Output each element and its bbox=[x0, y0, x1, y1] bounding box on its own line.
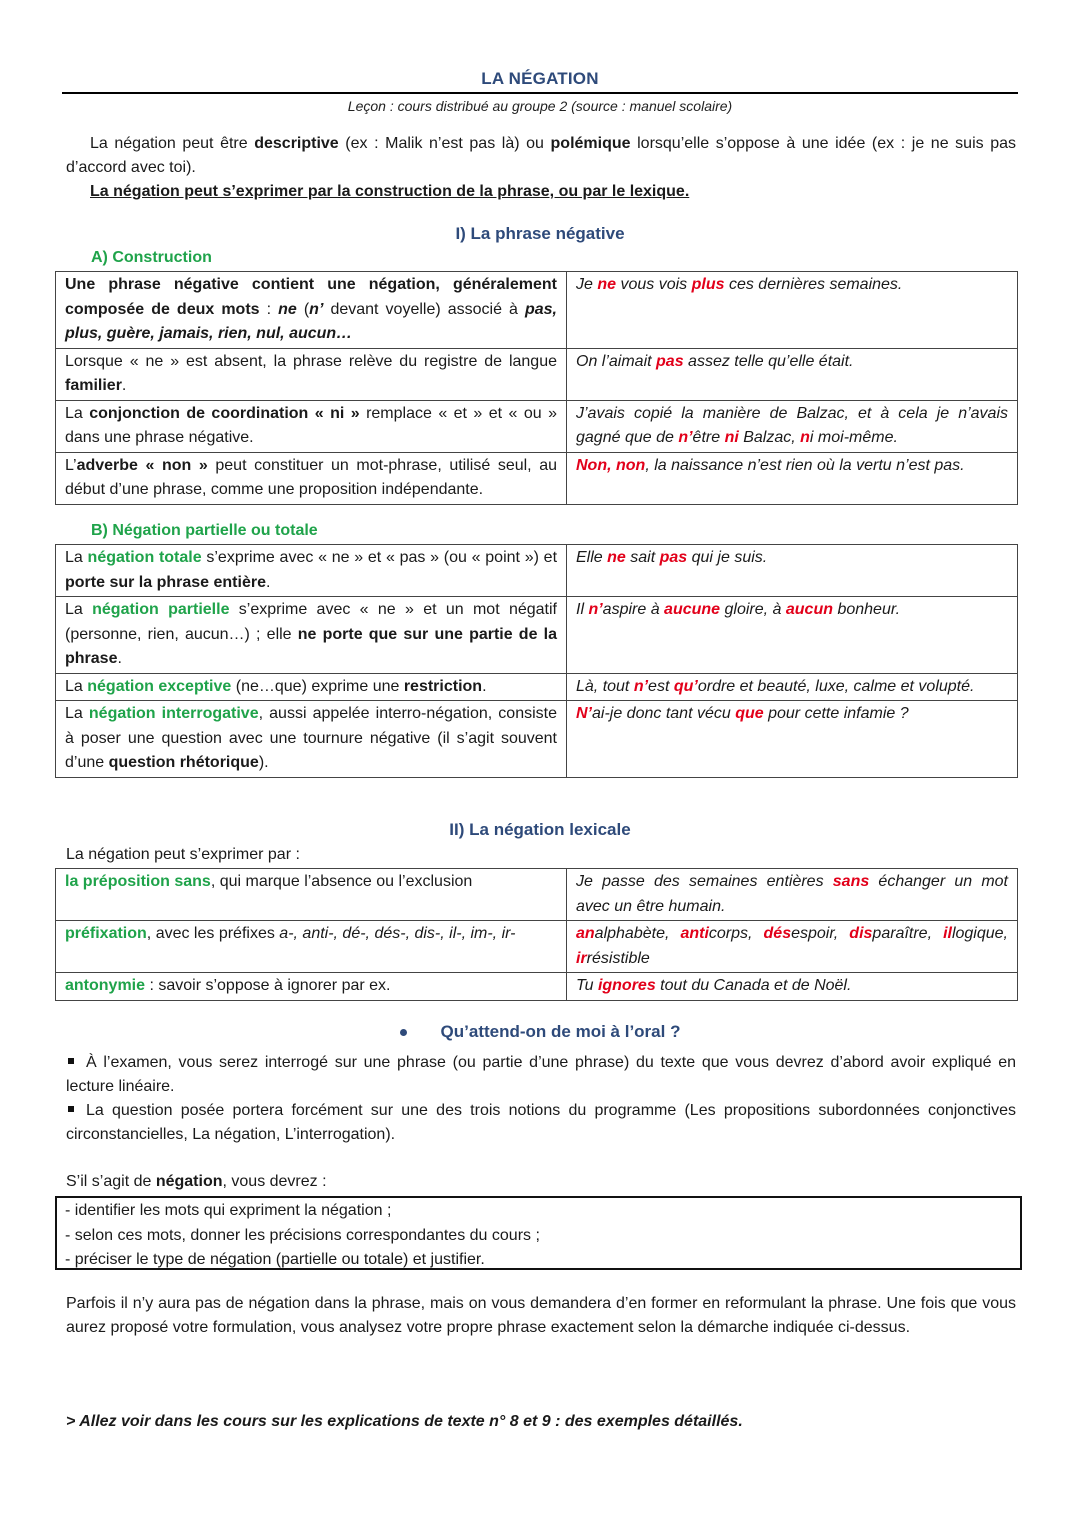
table-row bbox=[56, 869, 1018, 921]
lexical-table bbox=[55, 868, 1018, 1001]
subsection-a-title: A) Construction bbox=[91, 249, 212, 266]
intro-key-statement: La négation peut s’exprimer par la construction de la phrase, ou par le lexique. bbox=[90, 183, 690, 200]
example-cell: Il n’aspire à aucune gloire, à aucun bonheur. bbox=[567, 597, 1018, 674]
step-item: - préciser le type de négation (partielle ou totale) et justifier. bbox=[65, 1251, 485, 1268]
rule-cell: La conjonction de coordination « ni » remplace « et » et « ou » dans une phrase négative. bbox=[56, 400, 567, 452]
square-bullet-icon bbox=[68, 1106, 74, 1112]
rule-cell: L’adverbe « non » peut constituer un mot-phrase, utilisé seul, au début d’une phrase, comme une proposition indépendante. bbox=[56, 452, 567, 504]
example-cell: analphabète, anticorps, désespoir, disparaître, illogique, irrésistible bbox=[567, 921, 1018, 973]
square-bullet-icon bbox=[68, 1058, 74, 1064]
rule-cell: la préposition sans, qui marque l’absence ou l’exclusion bbox=[56, 869, 567, 921]
table-row bbox=[56, 597, 1018, 674]
page-title: LA NÉGATION bbox=[481, 69, 599, 88]
example-cell: Elle ne sait pas qui je suis. bbox=[567, 545, 1018, 597]
text: La négation peut être bbox=[90, 135, 255, 152]
intro-paragraph bbox=[66, 132, 1016, 180]
example-cell: On l’aimait pas assez telle qu’elle était. bbox=[567, 348, 1018, 400]
rule-cell: Lorsque « ne » est absent, la phrase relève du registre de langue familier. bbox=[56, 348, 567, 400]
example-cell: Je passe des semaines entières sans échanger un mot avec un être humain. bbox=[567, 869, 1018, 921]
table-row bbox=[56, 673, 1018, 701]
example-cell: N’ai-je donc tant vécu que pour cette infamie ? bbox=[567, 701, 1018, 778]
example-cell: Je ne vous vois plus ces dernières semaines. bbox=[567, 272, 1018, 349]
final-note: > Allez voir dans les cours sur les explications de texte n° 8 et 9 : des exemples détaillés. bbox=[66, 1413, 743, 1430]
section-2-title: II) La négation lexicale bbox=[449, 820, 631, 839]
table-row bbox=[56, 452, 1018, 504]
oral-lead: S’il s’agit de négation, vous devrez : bbox=[66, 1173, 327, 1190]
subsection-b-title: B) Négation partielle ou totale bbox=[91, 522, 318, 539]
step-item: - identifier les mots qui expriment la négation ; bbox=[65, 1202, 392, 1219]
page-subtitle: Leçon : cours distribué au groupe 2 (source : manuel scolaire) bbox=[347, 98, 733, 114]
steps-box bbox=[55, 1196, 1022, 1270]
bullet-dot-icon bbox=[400, 1029, 407, 1036]
title-divider bbox=[62, 92, 1018, 94]
reformulation-paragraph: Parfois il n’y aura pas de négation dans la phrase, mais on vous demandera d’en former en reformulant la phrase. Une fois que vous aurez proposé votre formulation, vous analysez votre propre phrase exactement selon la démarche indiquée ci-dessus. bbox=[66, 1295, 1016, 1336]
rule-cell: antonymie : savoir s’oppose à ignorer par ex. bbox=[56, 973, 567, 1001]
rule-cell: Une phrase négative contient une négation, généralement composée de deux mots : ne (n’ devant voyelle) associé à pas, plus, guère, jamais, rien, nul, aucun… bbox=[56, 272, 567, 349]
example-cell: J’avais copié la manière de Balzac, et à cela je n’avais gagné que de n’être ni Balzac, ni moi-même. bbox=[567, 400, 1018, 452]
table-row bbox=[56, 400, 1018, 452]
bullet-item: La question posée portera forcément sur une des trois notions du programme (Les propositions subordonnées conjonctives circonstancielles, La négation, L’interrogation). bbox=[66, 1102, 1016, 1143]
example-cell: Non, non, la naissance n’est rien où la vertu n’est pas. bbox=[567, 452, 1018, 504]
oral-bullets bbox=[66, 1051, 1016, 1147]
section-2-lead: La négation peut s’exprimer par : bbox=[66, 846, 300, 863]
intro-text bbox=[66, 132, 1016, 204]
table-row bbox=[56, 701, 1018, 778]
example-cell: Tu ignores tout du Canada et de Noël. bbox=[567, 973, 1018, 1001]
term-descriptive: descriptive bbox=[254, 135, 339, 152]
rule-cell: La négation exceptive (ne…que) exprime une restriction. bbox=[56, 673, 567, 701]
partial-total-table bbox=[55, 544, 1018, 778]
rule-cell: La négation interrogative, aussi appelée interro-négation, consiste à poser une question avec une tournure négative (il s’agit souvent d’une question rhétorique). bbox=[56, 701, 567, 778]
text: lorsqu’elle s’oppose à une idée (ex : je ne suis pas d’accord avec toi). bbox=[66, 135, 1016, 176]
oral-section-title: Qu’attend-on de moi à l’oral ? bbox=[0, 1022, 1080, 1042]
bullet-item: À l’examen, vous serez interrogé sur une phrase (ou partie d’une phrase) du texte que vous devrez d’abord avoir expliqué en lecture linéaire. bbox=[66, 1054, 1016, 1095]
rule-cell: préfixation, avec les préfixes a-, anti-, dé-, dés-, dis-, il-, im-, ir- bbox=[56, 921, 567, 973]
table-row bbox=[56, 921, 1018, 973]
section-1-title: I) La phrase négative bbox=[455, 224, 625, 243]
table-row bbox=[56, 545, 1018, 597]
example-cell: Là, tout n’est qu’ordre et beauté, luxe, calme et volupté. bbox=[567, 673, 1018, 701]
step-item: - selon ces mots, donner les précisions correspondantes du cours ; bbox=[65, 1226, 540, 1244]
rule-cell: La négation totale s’exprime avec « ne » et « pas » (ou « point ») et porte sur la phrase entière. bbox=[56, 545, 567, 597]
table-row bbox=[56, 348, 1018, 400]
table-row bbox=[56, 272, 1018, 349]
construction-table bbox=[55, 271, 1018, 505]
text: (ex : Malik n’est pas là) ou bbox=[338, 135, 551, 152]
term-polemique: polémique bbox=[550, 135, 631, 152]
rule-cell: La négation partielle s’exprime avec « ne » et un mot négatif (personne, rien, aucun…) ; elle ne porte que sur une partie de la phrase. bbox=[56, 597, 567, 674]
table-row bbox=[56, 973, 1018, 1001]
